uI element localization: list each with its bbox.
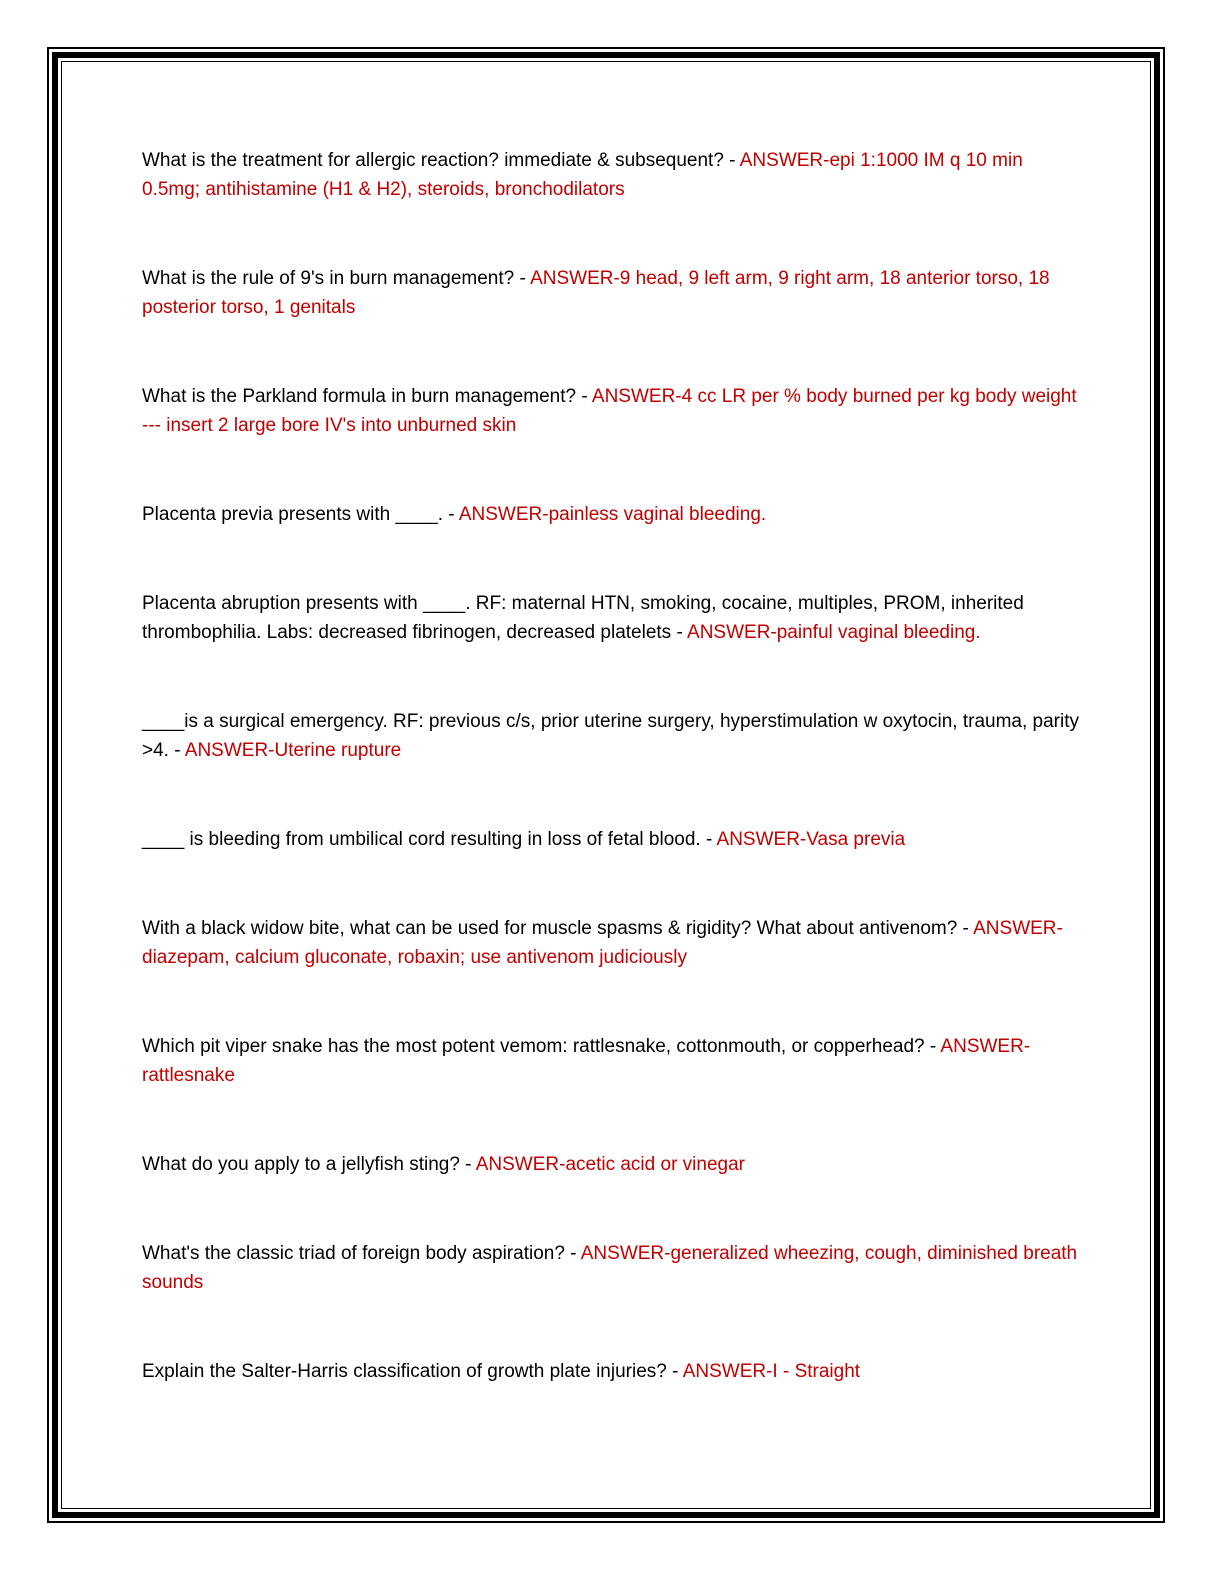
question-text: Which pit viper snake has the most potent vemom: rattlesnake, cottonmouth, or copperhead? -: [142, 1036, 941, 1057]
answer-text: ANSWER-epi 1:1000 IM q 10 min 0.5mg; antihistamine (H1 & H2), steroids, bronchodilators: [142, 150, 1023, 200]
answer-text: ANSWER-Vasa previa: [716, 829, 906, 850]
question-text: What is the rule of 9's in burn management? -: [142, 268, 531, 289]
answer-text: ANSWER-diazepam, calcium gluconate, robaxin; use antivenom judiciously: [142, 918, 1063, 968]
qa-item-1: [142, 146, 1082, 204]
question-text: What is the Parkland formula in burn management? -: [142, 386, 592, 407]
question-text: What do you apply to a jellyfish sting? -: [142, 1154, 476, 1175]
qa-item-11: [142, 1239, 1082, 1297]
qa-list: [142, 146, 1082, 1446]
question-text: What is the treatment for allergic reaction? immediate & subsequent? -: [142, 150, 740, 171]
answer-text: ANSWER-painless vaginal bleeding.: [458, 504, 767, 525]
qa-item-9: [142, 1032, 1082, 1090]
question-text: Explain the Salter-Harris classification of growth plate injuries? -: [142, 1361, 683, 1382]
qa-item-10: [142, 1150, 1082, 1179]
qa-item-7: [142, 825, 1082, 854]
question-text: With a black widow bite, what can be used for muscle spasms & rigidity? What about antivenom? -: [142, 918, 974, 939]
question-text: What's the classic triad of foreign body aspiration? -: [142, 1243, 581, 1264]
qa-item-5: [142, 589, 1082, 647]
qa-item-6: [142, 707, 1082, 765]
qa-item-12: [142, 1357, 1082, 1386]
answer-text: ANSWER-Uterine rupture: [184, 740, 402, 761]
answer-text: ANSWER-acetic acid or vinegar: [475, 1154, 745, 1175]
qa-item-3: [142, 382, 1082, 440]
answer-text: ANSWER-9 head, 9 left arm, 9 right arm, 18 anterior torso, 18 posterior torso, 1 genitals: [142, 268, 1050, 318]
question-text: Placenta abruption presents with ____. RF: maternal HTN, smoking, cocaine, multiples, PROM, inherited thrombophilia. Labs: decreased fibrinogen, decreased platelets -: [142, 593, 1024, 643]
question-text: Placenta previa presents with ____. -: [142, 504, 459, 525]
answer-text: ANSWER-I - Straight: [682, 1361, 861, 1382]
answer-text: ANSWER-4 cc LR per % body burned per kg body weight --- insert 2 large bore IV's into unburned skin: [142, 386, 1077, 436]
qa-item-2: [142, 264, 1082, 322]
answer-text: ANSWER-rattlesnake: [142, 1036, 1031, 1086]
answer-text: ANSWER-generalized wheezing, cough, diminished breath sounds: [142, 1243, 1078, 1293]
qa-item-4: [142, 500, 1082, 529]
qa-item-8: [142, 914, 1082, 972]
answer-text: ANSWER-painful vaginal bleeding.: [687, 622, 981, 643]
question-text: ____ is bleeding from umbilical cord resulting in loss of fetal blood. -: [142, 829, 717, 850]
question-text: ____is a surgical emergency. RF: previous c/s, prior uterine surgery, hyperstimulation w oxytocin, trauma, parity >4. -: [142, 711, 1080, 761]
